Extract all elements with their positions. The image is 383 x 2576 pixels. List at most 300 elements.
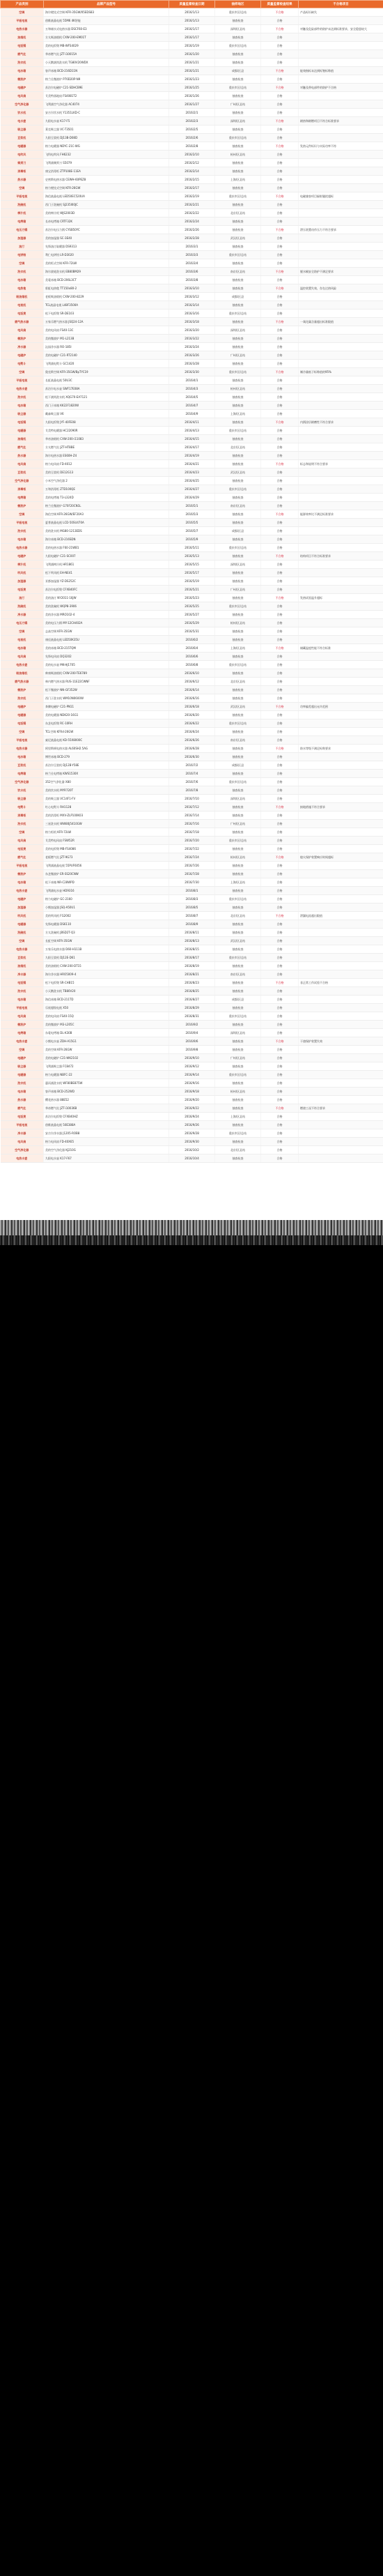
inspection-sheet <box>0 0 383 1220</box>
cell-category: 空调 <box>1 8 44 17</box>
cell-defect: 熄火保护装置响应时间超标 <box>299 853 383 862</box>
table-row <box>1 611 383 619</box>
cell-date: 2016/5/29 <box>169 619 215 627</box>
cell-defect <box>299 259 383 268</box>
cell-category: 燃气灶 <box>1 1104 44 1113</box>
table-row <box>1 343 383 351</box>
cell-defect <box>299 811 383 820</box>
header-model: 品牌产品型号 <box>44 1 169 8</box>
cell-result: 合格 <box>261 778 299 786</box>
cell-category: 洗碗机 <box>1 929 44 937</box>
table-row <box>1 360 383 368</box>
table-row <box>1 1079 383 1088</box>
table-row <box>1 310 383 318</box>
table-row <box>1 1154 383 1163</box>
cell-date: 2016/2/1 <box>169 109 215 117</box>
cell-result: 合格 <box>261 75 299 84</box>
cell-model: 莱克吸尘器 VC-T3501 <box>44 125 169 134</box>
table-row <box>1 410 383 418</box>
cell-category: 洗衣机 <box>1 393 44 402</box>
cell-model: 美菱冰箱 BCD-206L3CT <box>44 276 169 284</box>
cell-model: 东芝电饭煲 RC-10RH <box>44 719 169 728</box>
cell-category: 空调 <box>1 259 44 268</box>
cell-category: 榨汁机 <box>1 209 44 218</box>
table-row <box>1 234 383 243</box>
cell-category: 电风扇 <box>1 92 44 100</box>
cell-category: 电热水壶 <box>1 385 44 393</box>
cell-region: 成都/区县 <box>215 293 261 301</box>
cell-date: 2016/2/12 <box>169 159 215 167</box>
cell-category: 空调 <box>1 828 44 837</box>
cell-region: 北京/区县站 <box>215 1146 261 1154</box>
cell-defect <box>299 1062 383 1071</box>
cell-defect <box>299 904 383 912</box>
cell-region: 抽查检查 <box>215 653 261 661</box>
cell-category: 电热水壶 <box>1 1154 44 1163</box>
cell-defect <box>299 937 383 945</box>
cell-model: 沁园净水器 RO-185I <box>44 343 169 351</box>
cell-defect <box>299 845 383 853</box>
cell-defect <box>299 653 383 661</box>
cell-category: 电风扇 <box>1 837 44 845</box>
cell-region: 武汉/区县站 <box>215 234 261 243</box>
cell-date: 2016/8/19 <box>169 962 215 970</box>
cell-model: 利仁电饼铛 LR-D3020 <box>44 251 169 259</box>
cell-result: 不合格 <box>261 460 299 468</box>
cell-date: 2016/4/9 <box>169 410 215 418</box>
cell-region: 抽查检查 <box>215 920 261 929</box>
cell-date: 2016/9/4 <box>169 1029 215 1037</box>
cell-region: 抽查检查 <box>215 569 261 577</box>
table-row <box>1 862 383 870</box>
cell-region: 抽查检查 <box>215 1154 261 1163</box>
cell-result: 合格 <box>261 544 299 552</box>
header-defect: 不合格项目 <box>299 1 383 8</box>
cell-result: 不合格 <box>261 368 299 376</box>
cell-defect <box>299 1029 383 1037</box>
cell-model: 美的电暖器 NDK20-16G1 <box>44 711 169 719</box>
cell-region: 抽查检查 <box>215 627 261 636</box>
cell-model: 华帝油烟机 CXW-200-i11083 <box>44 435 169 443</box>
cell-result: 不合格 <box>261 803 299 811</box>
cell-model: 博世冰箱 BCD-279 <box>44 753 169 761</box>
cell-date: 2016/9/14 <box>169 1071 215 1079</box>
cell-result: 合格 <box>261 1088 299 1096</box>
cell-category: 平板电视 <box>1 1004 44 1012</box>
cell-model: 志高空调 KFR-35GW <box>44 627 169 636</box>
cell-model: 美的柜式空调 KFR-72LW <box>44 259 169 268</box>
cell-model: 西门子冰箱 KK22F1820W <box>44 402 169 410</box>
cell-result: 合格 <box>261 870 299 878</box>
cell-region: 抽查检查 <box>215 1121 261 1129</box>
table-row <box>1 686 383 694</box>
cell-defect: 泄压装置动作压力不符合要求 <box>299 226 383 234</box>
cell-defect <box>299 385 383 393</box>
cell-date: 2016/9/18 <box>169 1088 215 1096</box>
cell-region: 抽查检查 <box>215 460 261 468</box>
cell-result: 合格 <box>261 410 299 418</box>
cell-model: 长虹空调 KFR-35GW <box>44 937 169 945</box>
cell-date: 2016/2/14 <box>169 167 215 176</box>
cell-date: 2016/5/1 <box>169 502 215 510</box>
cell-region: 抽查检查 <box>215 418 261 427</box>
cell-date: 2016/7/10 <box>169 795 215 803</box>
cell-model: 容声冰箱 BCD-216D11N <box>44 67 169 75</box>
cell-result: 合格 <box>261 184 299 192</box>
cell-region: 重庆市区/总站 <box>215 134 261 142</box>
cell-result: 合格 <box>261 468 299 477</box>
cell-date: 2016/5/25 <box>169 602 215 611</box>
cell-date: 2016/5/9 <box>169 535 215 544</box>
cell-result: 合格 <box>261 125 299 134</box>
cell-result: 合格 <box>261 811 299 820</box>
cell-defect <box>299 862 383 870</box>
cell-model: 美的吹风机 FG2002 <box>44 912 169 920</box>
cell-date: 2016/2/3 <box>169 117 215 125</box>
cell-category: 消毒柜 <box>1 811 44 820</box>
header-region: 抽样地区 <box>215 1 261 8</box>
cell-result: 合格 <box>261 100 299 109</box>
cell-model: 美的油汀 NY2011-16JW <box>44 594 169 602</box>
table-row <box>1 176 383 184</box>
cell-defect <box>299 251 383 259</box>
cell-category: 洗衣机 <box>1 527 44 535</box>
cell-date: 2016/3/18 <box>169 318 215 326</box>
cell-model: 老板吸油烟机 CXW-200-8229 <box>44 293 169 301</box>
header-date: 质量监督检查日期 <box>169 1 215 8</box>
cell-defect <box>299 443 383 452</box>
cell-result: 合格 <box>261 954 299 962</box>
cell-date: 2016/8/25 <box>169 987 215 996</box>
table-row <box>1 619 383 627</box>
cell-region: 上海/区县站 <box>215 176 261 184</box>
cell-result: 合格 <box>261 862 299 870</box>
cell-region: 抽查检查 <box>215 1138 261 1146</box>
cell-region: 重庆市区/总站 <box>215 1071 261 1079</box>
cell-model: 奥克斯空调 KFR-35GW/BpTYC19 <box>44 368 169 376</box>
cell-result: 合格 <box>261 719 299 728</box>
table-row <box>1 293 383 301</box>
table-row <box>1 259 383 268</box>
cell-defect <box>299 878 383 887</box>
cell-result: 不合格 <box>261 912 299 920</box>
cell-model: 美的吸尘器 VC14F1-FV <box>44 795 169 803</box>
cell-category: 电暖器 <box>1 711 44 719</box>
cell-model: 小天鹅洗衣机 TB80V20 <box>44 987 169 996</box>
table-row <box>1 561 383 569</box>
cell-date: 2016/5/13 <box>169 552 215 561</box>
cell-region: 杭州/区县站 <box>215 151 261 159</box>
cell-result: 合格 <box>261 435 299 443</box>
cell-model: 小天鹅滚筒洗衣机 TG80V20WDX <box>44 59 169 67</box>
cell-defect <box>299 929 383 937</box>
table-row <box>1 544 383 552</box>
table-row <box>1 443 383 452</box>
cell-defect <box>299 59 383 67</box>
cell-date: 2016/9/10 <box>169 1054 215 1062</box>
cell-model: 小熊加湿器 JSQ-A50U1 <box>44 904 169 912</box>
cell-result: 合格 <box>261 393 299 402</box>
cell-model: 飞利浦空气净化器 AC4074 <box>44 100 169 109</box>
cell-category: 电烤箱 <box>1 218 44 226</box>
cell-date: 2016/5/7 <box>169 527 215 535</box>
cell-defect <box>299 619 383 627</box>
cell-result: 合格 <box>261 1138 299 1146</box>
cell-category: 电风扇 <box>1 460 44 468</box>
cell-date: 2016/9/12 <box>169 1062 215 1071</box>
cell-result: 合格 <box>261 134 299 142</box>
cell-defect: 产品标识缺失 <box>299 8 383 17</box>
table-row <box>1 828 383 837</box>
cell-result: 合格 <box>261 201 299 209</box>
cell-region: 抽查检查 <box>215 201 261 209</box>
cell-date: 2016/4/5 <box>169 393 215 402</box>
cell-result: 合格 <box>261 694 299 703</box>
table-row <box>1 159 383 167</box>
cell-region: 抽查检查 <box>215 535 261 544</box>
table-row <box>1 8 383 17</box>
cell-region: 重庆市区/总站 <box>215 544 261 552</box>
cell-date: 2016/3/1 <box>169 243 215 251</box>
cell-region: 抽查检查 <box>215 711 261 719</box>
cell-category: 热水器 <box>1 176 44 184</box>
cell-defect: 制冷量低于标称值的95% <box>299 368 383 376</box>
cell-result: 不合格 <box>261 644 299 653</box>
cell-date: 2016/3/20 <box>169 326 215 335</box>
cell-defect <box>299 962 383 970</box>
table-row <box>1 84 383 92</box>
table-row <box>1 67 383 75</box>
cell-defect <box>299 218 383 226</box>
table-row <box>1 1113 383 1121</box>
cell-date: 2016/2/26 <box>169 226 215 234</box>
cell-defect <box>299 167 383 176</box>
table-row <box>1 745 383 753</box>
cell-defect <box>299 561 383 569</box>
cell-result: 合格 <box>261 385 299 393</box>
table-row <box>1 519 383 527</box>
cell-region: 南京/区县站 <box>215 736 261 745</box>
cell-category: 电冰箱 <box>1 402 44 410</box>
cell-region: 广州/区县站 <box>215 1054 261 1062</box>
cell-result: 合格 <box>261 234 299 243</box>
cell-result: 合格 <box>261 259 299 268</box>
cell-model: 夏普液晶电视 LCD-50SU470A <box>44 519 169 527</box>
cell-date: 2016/6/30 <box>169 753 215 761</box>
cell-category: 电饭煲 <box>1 845 44 853</box>
table-row <box>1 795 383 803</box>
cell-category: 加湿器 <box>1 234 44 243</box>
cell-model: 万和储水式电热水器 DSCF60-E3 <box>44 25 169 33</box>
table-row <box>1 477 383 485</box>
cell-model: 格力电磁炉 GC-2160 <box>44 895 169 904</box>
cell-model: 三星洗衣机 WW80J5410GW <box>44 820 169 828</box>
cell-date: 2016/3/14 <box>169 301 215 310</box>
cell-date: 2016/5/31 <box>169 627 215 636</box>
cell-date: 2016/4/27 <box>169 485 215 494</box>
cell-region: 上海/区县站 <box>215 1113 261 1121</box>
cell-defect <box>299 920 383 929</box>
cell-model: 长虹液晶电视 50U3C <box>44 376 169 385</box>
cell-defect <box>299 502 383 510</box>
cell-date: 2016/1/13 <box>169 8 215 17</box>
cell-region: 抽查检查 <box>215 109 261 117</box>
table-row <box>1 970 383 979</box>
cell-result: 合格 <box>261 878 299 887</box>
cell-model: 万家乐电热水器 D60-H111B <box>44 945 169 954</box>
cell-category: 加湿器 <box>1 577 44 586</box>
cell-model: 万家乐燃气热水器 JSQ24-12A <box>44 318 169 326</box>
cell-region: 抽查检查 <box>215 402 261 410</box>
cell-model: 美的消毒柜 MXV-ZLP100K03 <box>44 811 169 820</box>
table-row <box>1 184 383 192</box>
cell-defect <box>299 627 383 636</box>
cell-category: 平板电视 <box>1 519 44 527</box>
cell-region: 抽查检查 <box>215 577 261 586</box>
cell-category: 油汀 <box>1 594 44 602</box>
cell-defect <box>299 661 383 669</box>
table-row <box>1 728 383 736</box>
cell-region: 重庆市区/总站 <box>215 661 261 669</box>
table-row <box>1 820 383 828</box>
table-row <box>1 920 383 929</box>
cell-model: 松下冰箱 NR-C28WPD <box>44 878 169 887</box>
cell-defect <box>299 176 383 184</box>
cell-result: 合格 <box>261 887 299 895</box>
cell-defect: 对触及危险部件的防护未达到标准要求，安全隐患较大 <box>299 25 383 33</box>
cell-category: 豆浆机 <box>1 134 44 142</box>
cell-region: 抽查检查 <box>215 452 261 460</box>
cell-category: 电热水器 <box>1 745 44 753</box>
cell-category: 吸油烟机 <box>1 669 44 678</box>
table-row <box>1 895 383 904</box>
cell-date: 2016/7/8 <box>169 786 215 795</box>
cell-defect: 发热试验温升超标 <box>299 594 383 602</box>
cell-date: 2016/4/11 <box>169 418 215 427</box>
cell-date: 2016/8/13 <box>169 937 215 945</box>
cell-region: 抽查检查 <box>215 33 261 42</box>
cell-date: 2016/7/2 <box>169 761 215 770</box>
cell-region: 抽查检查 <box>215 870 261 878</box>
cell-defect <box>299 1138 383 1146</box>
cell-defect <box>299 837 383 845</box>
cell-defect <box>299 1079 383 1088</box>
cell-result: 合格 <box>261 276 299 284</box>
cell-date: 2016/3/12 <box>169 293 215 301</box>
cell-defect <box>299 485 383 494</box>
cell-model: 飞利浦电水壶 HD9316 <box>44 887 169 895</box>
cell-region: 深圳/区县站 <box>215 1029 261 1037</box>
cell-date: 2016/9/8 <box>169 1046 215 1054</box>
cell-defect: 内锅涂层耐磨性不符合要求 <box>299 418 383 427</box>
cell-date: 2016/9/26 <box>169 1121 215 1129</box>
cell-result: 合格 <box>261 1012 299 1021</box>
cell-category: 加湿器 <box>1 904 44 912</box>
cell-region: 杭州/区县站 <box>215 385 261 393</box>
cell-defect: 接地措施不符合要求 <box>299 803 383 811</box>
table-row <box>1 569 383 577</box>
cell-defect <box>299 109 383 117</box>
cell-date: 2016/1/17 <box>169 25 215 33</box>
cell-model: 先锋油汀取暖器 DS9313 <box>44 243 169 251</box>
cell-category: 平板电视 <box>1 862 44 870</box>
cell-region: 抽查检查 <box>215 393 261 402</box>
cell-defect <box>299 895 383 904</box>
table-row <box>1 661 383 669</box>
table-row <box>1 552 383 561</box>
table-row <box>1 418 383 427</box>
cell-result: 不合格 <box>261 594 299 602</box>
cell-result: 合格 <box>261 1046 299 1054</box>
table-row <box>1 887 383 895</box>
table-row <box>1 301 383 310</box>
table-row <box>1 669 383 678</box>
cell-result: 不合格 <box>261 853 299 862</box>
table-row <box>1 711 383 719</box>
cell-date: 2016/6/24 <box>169 728 215 736</box>
table-row <box>1 209 383 218</box>
cell-date: 2016/9/20 <box>169 1096 215 1104</box>
cell-category: 电磁炉 <box>1 84 44 92</box>
cell-region: 重庆市区/总站 <box>215 837 261 845</box>
cell-result: 合格 <box>261 109 299 117</box>
cell-category: 空气净化器 <box>1 477 44 485</box>
cell-region: 抽查检查 <box>215 494 261 502</box>
table-row <box>1 502 383 510</box>
cell-region: 上海/区县站 <box>215 410 261 418</box>
table-row <box>1 427 383 435</box>
cell-model: 东芝微波炉 ER-SS20CNW <box>44 870 169 878</box>
cell-category: 燃气灶 <box>1 50 44 59</box>
cell-defect: 燃烧工况不符合要求 <box>299 1104 383 1113</box>
cell-date: 2016/5/27 <box>169 611 215 619</box>
table-row <box>1 586 383 594</box>
cell-defect: 能效指标未达到标签标称值 <box>299 67 383 75</box>
cell-model: 美的饮水机 MYR720T <box>44 786 169 795</box>
cell-date: 2016/2/8 <box>169 142 215 151</box>
cell-model: 美的榨汁机 WJS2003D <box>44 209 169 218</box>
table-row <box>1 878 383 887</box>
cell-date: 2016/2/24 <box>169 218 215 226</box>
cell-result: 合格 <box>261 452 299 460</box>
table-row <box>1 1004 383 1012</box>
table-row <box>1 1146 383 1154</box>
cell-defect: 温控装置失效，存在过热风险 <box>299 284 383 293</box>
cell-defect <box>299 293 383 301</box>
cell-model: 容声冰箱 BCD-252WD <box>44 1088 169 1096</box>
cell-result: 合格 <box>261 786 299 795</box>
cell-category: 净水器 <box>1 970 44 979</box>
cell-result: 合格 <box>261 243 299 251</box>
cell-defect <box>299 987 383 996</box>
cell-region: 重庆市区/总站 <box>215 719 261 728</box>
cell-category: 洗碗机 <box>1 602 44 611</box>
cell-region: 上海/区县站 <box>215 878 261 887</box>
cell-result: 合格 <box>261 895 299 904</box>
cell-region: 重庆市区/总站 <box>215 368 261 376</box>
cell-model: 美的电风扇 FS40-13C <box>44 326 169 335</box>
table-row <box>1 218 383 226</box>
cell-defect <box>299 184 383 192</box>
cell-result: 合格 <box>261 494 299 502</box>
cell-category: 空气净化器 <box>1 778 44 786</box>
cell-defect <box>299 427 383 435</box>
cell-date: 2016/2/21 <box>169 201 215 209</box>
cell-model: 美的加湿器 SC-3E40 <box>44 234 169 243</box>
cell-category: 电热毯 <box>1 284 44 293</box>
cell-model: 美的电压力锅 MY-12CH402A <box>44 619 169 627</box>
cell-result: 不合格 <box>261 510 299 519</box>
